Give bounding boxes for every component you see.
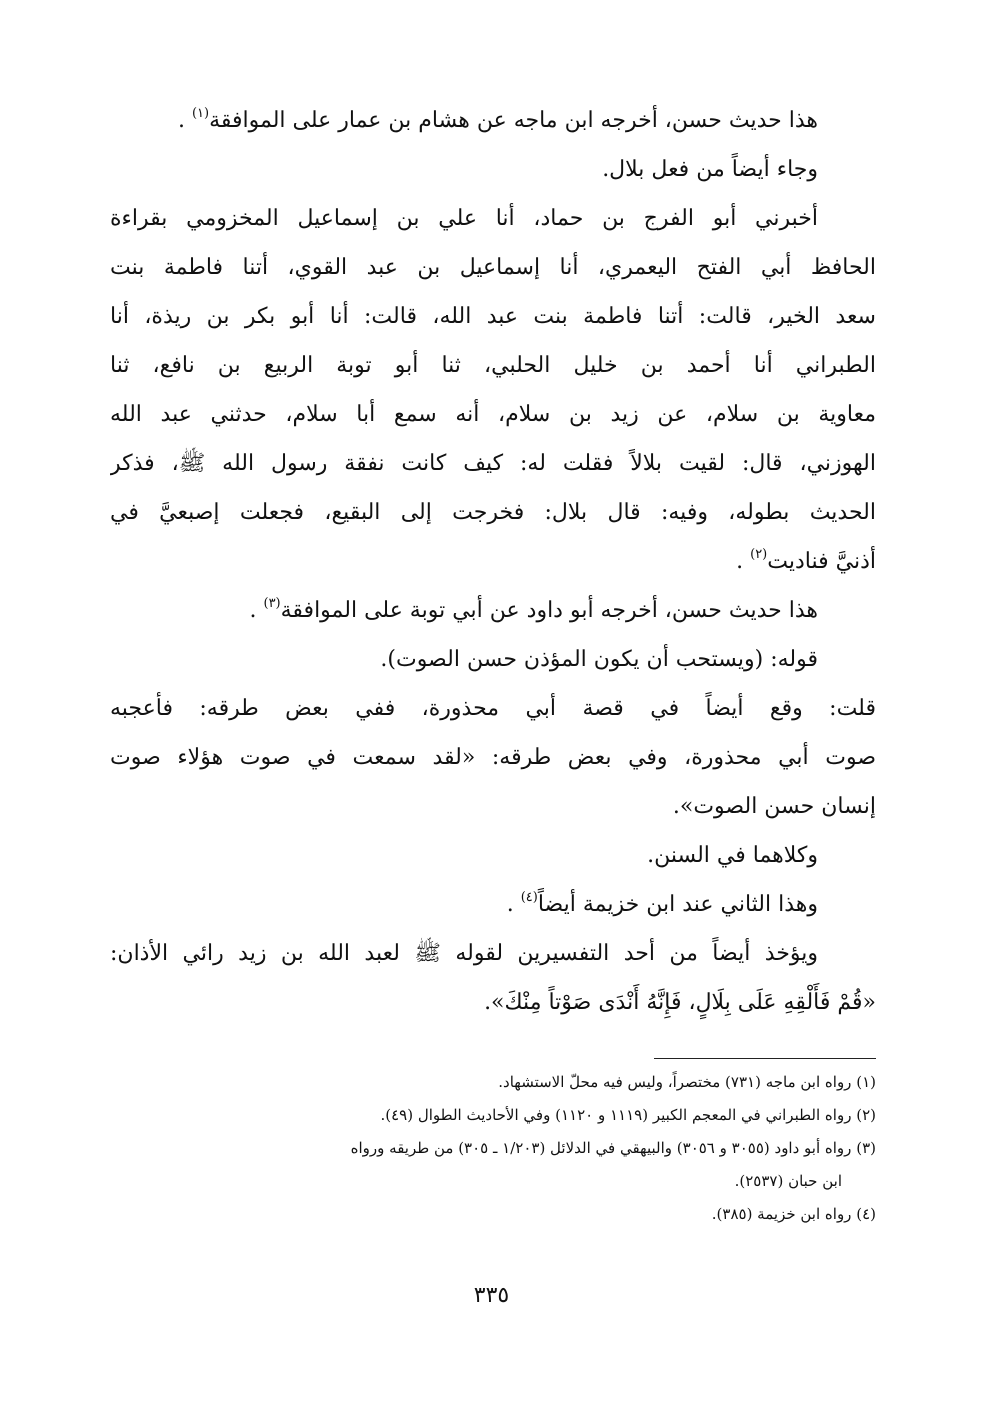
footnote-text: رواه ابن ماجه (٧٣١) مختصراً، وليس فيه محلّ الاستشهاد.: [498, 1073, 852, 1091]
footnote: [108, 1066, 876, 1099]
footnote-text: رواه الطبراني في المعجم الكبير (١١١٩ و ١١٢٠) وفي الأحاديث الطوال (٤٩).: [380, 1106, 852, 1124]
text-line: الحافظ أبي الفتح اليعمري، أنا إسماعيل بن عبد القوي، أتنا فاطمة بنت: [110, 255, 876, 280]
text-line: الهوزني، قال: لقيت بلالاً فقلت له: كيف كانت نفقة رسول الله ﷺ، فذكر: [110, 451, 876, 476]
footnote-ref: (٤): [520, 890, 538, 905]
footnote-number: (٣): [856, 1139, 876, 1157]
footnote-ref: (٢): [750, 547, 768, 562]
text-line: إنسان حسن الصوت».: [672, 794, 876, 819]
text-line: «قُمْ فَأَلْقِهِ عَلَى بِلَالٍ، فَإِنَّهُ أَنْدَى صَوْتاً مِنْكَ».: [484, 990, 876, 1015]
text-line: وجاء أيضاً من فعل بلال.: [602, 157, 818, 182]
footnote-ref: (١): [191, 106, 210, 121]
text-line: الحديث بطوله، وفيه: قال بلال: فخرجت إلى البقيع، فجعلت إصبعيَّ في: [110, 500, 876, 525]
footnote-continuation: ابن حبان (٢٥٣٧).: [734, 1172, 842, 1190]
text-line: معاوية بن سلام، عن زيد بن سلام، أنه سمع أبا سلام، حدثني عبد الله: [110, 402, 876, 427]
text-line: هذا حديث حسن، أخرجه أبو داود عن أبي توبة على الموافقة$^{(٣)}$ .: [249, 596, 818, 623]
text-line: أذنيَّ فناديت$^{(٢)}$ .: [736, 547, 876, 574]
footnote-number: (٤): [856, 1205, 876, 1223]
text-line: الطبراني أنا أحمد بن خليل الحلبي، ثنا أبو توبة الربيع بن نافع، ثنا: [110, 353, 876, 378]
footnote-ref: (٣): [263, 596, 281, 611]
text-line: صوت أبي محذورة، وفي بعض طرقه: «لقد سمعت في صوت هؤلاء صوت: [110, 745, 876, 770]
text-line: أخبرني أبو الفرج بن حماد، أنا علي بن إسماعيل المخزومي بقراءة: [110, 206, 818, 231]
footnote: [108, 1099, 876, 1132]
text-line: قلت: وقع أيضاً في قصة أبي محذورة، ففي بعض طرقه: فأعجبه: [110, 696, 876, 721]
text-line: وكلاهما في السنن.: [647, 843, 818, 868]
text-line: ويؤخذ أيضاً من أحد التفسيرين لقوله ﷺ لعبد الله بن زيد رائي الأذان:: [110, 941, 818, 966]
footnote-number: (٢): [856, 1106, 876, 1124]
footnotes: [108, 1066, 876, 1231]
text-line: هذا حديث حسن، أخرجه ابن ماجه عن هشام بن عمار على الموافقة$^{(١)}$ .: [177, 106, 818, 133]
text-line: وهذا الثاني عند ابن خزيمة أيضاً$^{(٤)}$ .: [506, 890, 818, 917]
footnote-text: رواه ابن خزيمة (٣٨٥).: [711, 1205, 852, 1223]
footnote-number: (١): [856, 1073, 876, 1091]
text-line: سعد الخير، قالت: أتنا فاطمة بنت عبد الله، قالت: أنا أبو بكر بن ريذة، أنا: [110, 304, 876, 329]
footnote-text: رواه أبو داود (٣٠٥٥ و ٣٠٥٦) والبيهقي في الدلائل (١/٢٠٣ ـ ٣٠٥) من طريقه ورواه: [350, 1139, 852, 1157]
text-line: قوله: (ويستحب أن يكون المؤذن حسن الصوت).: [380, 647, 818, 672]
main-text: [110, 96, 876, 1027]
footnote: [108, 1198, 876, 1231]
page-number: ٣٣٥: [473, 1283, 510, 1308]
footnote-separator: [654, 1058, 876, 1059]
footnote: [108, 1132, 876, 1165]
